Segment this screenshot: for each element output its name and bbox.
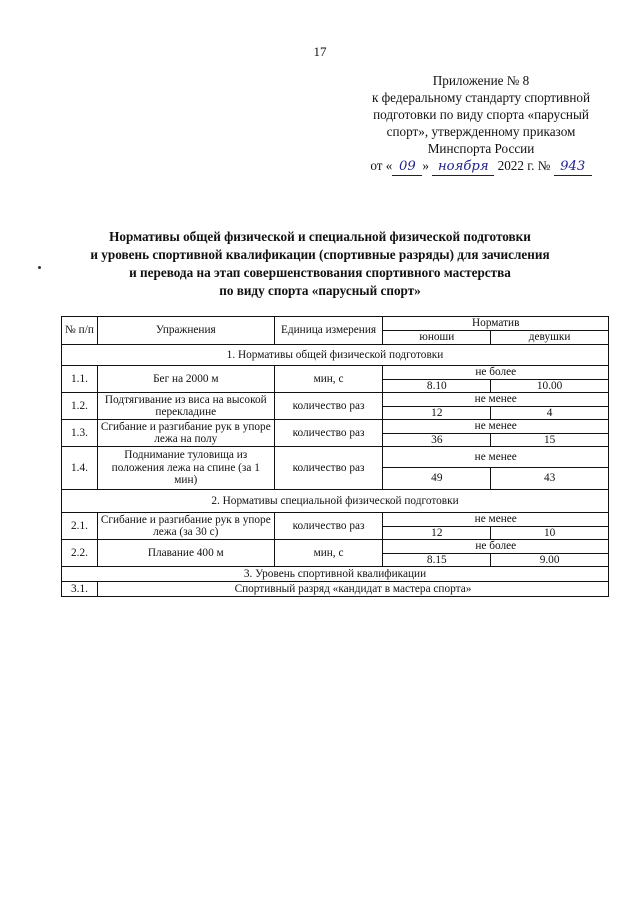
appendix-line-4: спорт», утвержденному приказом [386,124,576,139]
row-num: 1.4. [62,447,98,490]
row-unit: количество раз [274,393,383,420]
row-exercise: Поднимание туловища из положения лежа на спине (за 1 мин) [97,447,274,490]
page-number: 17 [313,44,327,59]
table-row [62,420,609,434]
row-limit: не менее [383,447,609,468]
row-exercise: Бег на 2000 м [97,366,274,393]
row-unit: количество раз [274,420,383,447]
document-title [40,228,600,300]
title-line-1: Нормативы общей физической и специальной физической подготовки [109,229,531,244]
header-norm: Норматив [383,317,609,331]
handwritten-day: 09 [392,158,422,176]
section-row [62,567,609,582]
row-limit: не менее [383,393,609,407]
header-girls: девушки [491,331,609,345]
qualification-text: Спортивный разряд «кандидат в мастера спорта» [97,582,608,597]
row-unit: мин, с [274,540,383,567]
table-row [62,366,609,380]
row-girls-value: 10 [491,526,609,540]
row-num: 1.1. [62,366,98,393]
section-title: 1. Нормативы общей физической подготовки [62,345,609,366]
appendix-line-1: Приложение № 8 [432,73,530,88]
table-row [62,540,609,554]
row-limit: не менее [383,513,609,527]
title-line-3: и перевода на этап совершенствования спортивного мастерства [129,265,511,280]
row-girls-value: 10.00 [491,379,609,393]
row-num: 1.2. [62,393,98,420]
row-boys-value: 8.10 [383,379,491,393]
row-limit: не более [383,366,609,380]
row-boys-value: 49 [383,468,491,490]
header-exercise: Упражнения [97,317,274,345]
handwritten-month: ноября [432,158,494,176]
appendix-line-3: подготовки по виду спорта «парусный [373,107,589,122]
date-prefix: от « [370,158,393,173]
row-girls-value: 4 [491,406,609,420]
row-num: 2.1. [62,513,98,540]
appendix-line-2: к федеральному стандарту спортивной [371,90,591,105]
section-title: 3. Уровень спортивной квалификации [62,567,609,582]
table-row [62,513,609,527]
title-line-4: по виду спорта «парусный спорт» [219,283,421,298]
row-unit: количество раз [274,447,383,490]
row-girls-value: 9.00 [491,553,609,567]
row-limit: не менее [383,420,609,434]
norms-table [61,316,609,597]
header-boys: юноши [383,331,491,345]
handwritten-order-number: 943 [554,158,592,176]
section-title: 2. Нормативы специальной физической подготовки [62,490,609,513]
table-row [62,393,609,407]
date-mid: » [422,158,429,173]
row-girls-value: 15 [491,433,609,447]
header-unit: Единица измерения [274,317,383,345]
margin-dot [38,266,41,269]
row-unit: мин, с [274,366,383,393]
section-row [62,345,609,366]
table-row [62,582,609,597]
order-date-line [340,157,622,176]
row-num: 1.3. [62,420,98,447]
row-boys-value: 12 [383,526,491,540]
table-row [62,447,609,468]
row-exercise: Подтягивание из виса на высокой перекладине [97,393,274,420]
year-text: 2022 г. № [497,158,551,173]
header-num: № п/п [62,317,98,345]
header-row [62,317,609,331]
row-exercise: Сгибание и разгибание рук в упоре лежа на полу [97,420,274,447]
row-num: 2.2. [62,540,98,567]
row-boys-value: 36 [383,433,491,447]
row-unit: количество раз [274,513,383,540]
row-exercise: Плавание 400 м [97,540,274,567]
appendix-block [340,72,622,176]
appendix-line-5: Минспорта России [427,141,535,156]
row-limit: не более [383,540,609,554]
row-num: 3.1. [62,582,98,597]
row-exercise: Сгибание и разгибание рук в упоре лежа (за 30 с) [97,513,274,540]
section-row [62,490,609,513]
row-boys-value: 12 [383,406,491,420]
row-girls-value: 43 [491,468,609,490]
row-boys-value: 8.15 [383,553,491,567]
title-line-2: и уровень спортивной квалификации (спортивные разряды) для зачисления [90,247,550,262]
